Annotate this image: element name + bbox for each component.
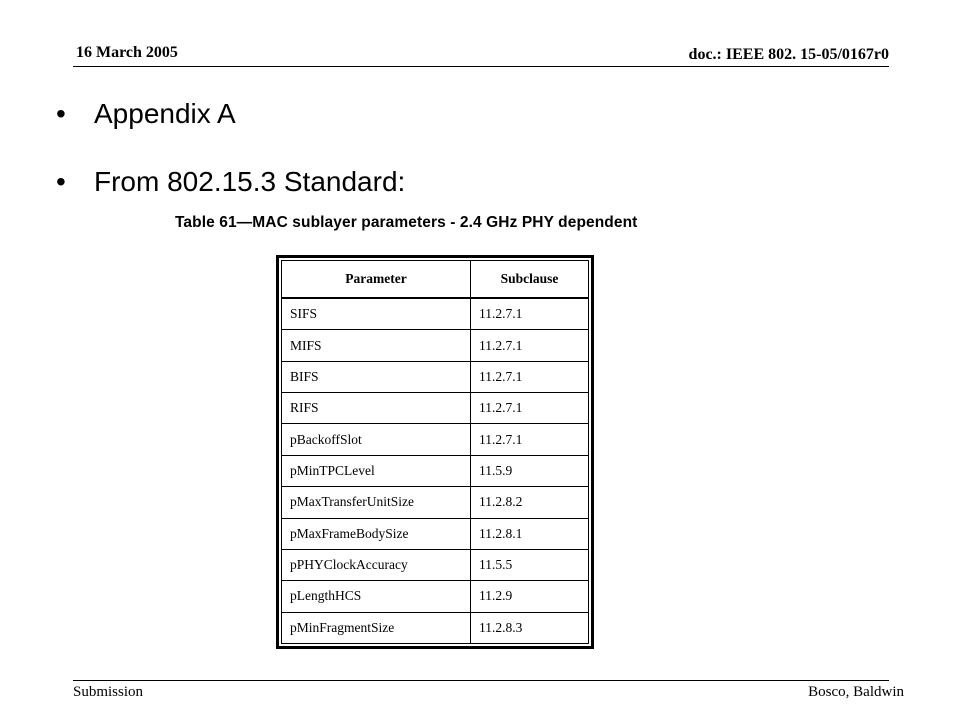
- bullet-text: Appendix A: [94, 98, 236, 129]
- parameter-cell: pMinTPCLevel: [281, 455, 470, 486]
- parameter-cell: pBackoffSlot: [281, 423, 470, 454]
- table-row: [281, 518, 589, 549]
- subclause-cell: 11.5.5: [470, 549, 589, 580]
- subclause-cell: 11.2.8.1: [470, 518, 589, 549]
- parameter-cell: pMaxTransferUnitSize: [281, 486, 470, 517]
- subclause-cell: 11.2.8.3: [470, 612, 589, 644]
- parameter-cell: pLengthHCS: [281, 580, 470, 611]
- subclause-cell: 11.2.9: [470, 580, 589, 611]
- parameter-cell: pMinFragmentSize: [281, 612, 470, 644]
- parameters-table-frame: [276, 255, 594, 649]
- subclause-cell: 11.5.9: [470, 455, 589, 486]
- parameter-cell: pMaxFrameBodySize: [281, 518, 470, 549]
- subclause-cell: 11.2.7.1: [470, 392, 589, 423]
- table-row: [281, 549, 589, 580]
- bullet-text: From 802.15.3 Standard:: [94, 166, 406, 197]
- column-header-parameter: Parameter: [281, 260, 470, 298]
- column-header-subclause: Subclause: [470, 260, 589, 298]
- header-divider: [73, 66, 889, 67]
- footer-divider: [73, 680, 889, 681]
- parameter-cell: SIFS: [281, 298, 470, 329]
- subclause-cell: 11.2.7.1: [470, 361, 589, 392]
- table-header-row: [281, 260, 589, 298]
- bullet-marker: •: [56, 166, 66, 197]
- table-row: [281, 423, 589, 454]
- subclause-cell: 11.2.7.1: [470, 329, 589, 360]
- subclause-cell: 11.2.7.1: [470, 298, 589, 329]
- bullet-item: [56, 98, 236, 130]
- footer-authors: Bosco, Baldwin: [808, 684, 904, 700]
- table-row: [281, 455, 589, 486]
- table-row: [281, 361, 589, 392]
- subclause-cell: 11.2.7.1: [470, 423, 589, 454]
- table-title: Table 61—MAC sublayer parameters - 2.4 GHz PHY dependent: [175, 214, 638, 231]
- parameter-cell: pPHYClockAccuracy: [281, 549, 470, 580]
- table-row: [281, 329, 589, 360]
- bullet-marker: •: [56, 98, 66, 129]
- parameters-table: [281, 260, 589, 644]
- table-row: [281, 392, 589, 423]
- subclause-cell: 11.2.8.2: [470, 486, 589, 517]
- table-row: [281, 612, 589, 644]
- parameter-cell: RIFS: [281, 392, 470, 423]
- bullet-item: [56, 166, 405, 198]
- table-row: [281, 580, 589, 611]
- parameter-cell: MIFS: [281, 329, 470, 360]
- header-doc-id: doc.: IEEE 802. 15-05/0167r0: [688, 46, 889, 63]
- header-date: 16 March 2005: [76, 44, 178, 61]
- parameter-cell: BIFS: [281, 361, 470, 392]
- footer-submission: Submission: [73, 684, 144, 700]
- table-row: [281, 298, 589, 329]
- table-row: [281, 486, 589, 517]
